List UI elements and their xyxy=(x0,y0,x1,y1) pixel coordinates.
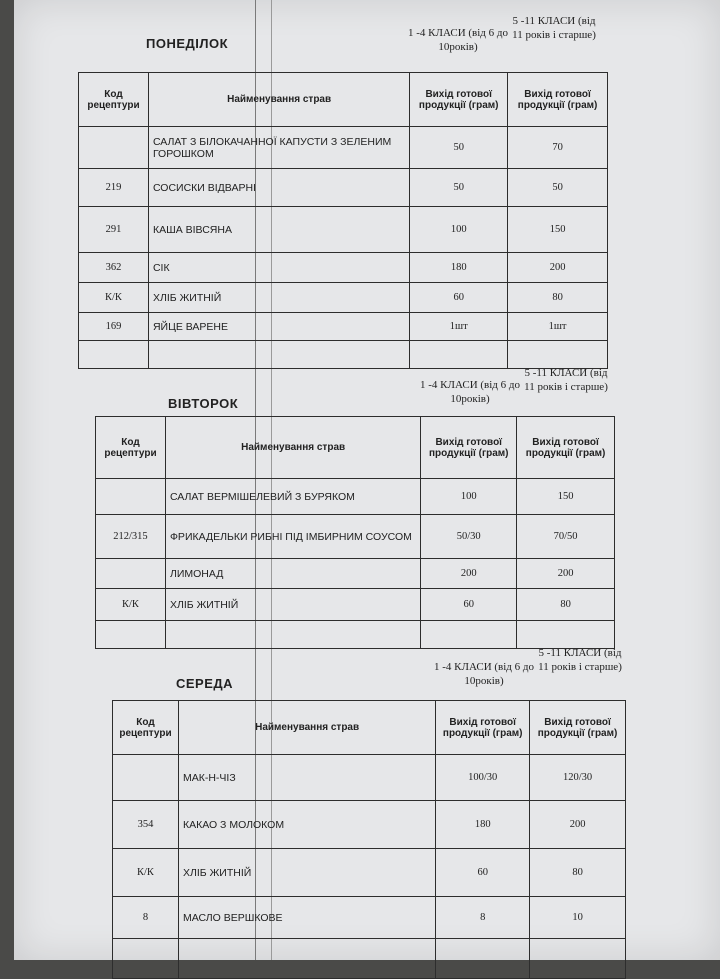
header-code: Код рецептури xyxy=(79,73,149,127)
cell-output-senior: 70 xyxy=(508,127,608,169)
cell-output-senior: 200 xyxy=(508,253,608,283)
cell-output-junior: 100/30 xyxy=(436,755,530,801)
table-row xyxy=(113,897,626,939)
header-code: Код рецептури xyxy=(113,701,179,755)
cell-name: КАКАО З МОЛОКОМ xyxy=(178,801,435,849)
cell-output-senior xyxy=(517,621,615,649)
cell-code xyxy=(113,939,179,979)
group-label-senior: 5 -11 КЛАСИ (від 11 років і старше) xyxy=(538,647,622,673)
table-row xyxy=(96,621,615,649)
cell-code: 354 xyxy=(113,801,179,849)
day-title-wednesday: СЕРЕДА xyxy=(176,676,234,691)
cell-output-junior: 100 xyxy=(421,479,517,515)
cell-output-junior: 50 xyxy=(410,127,508,169)
table-row xyxy=(79,253,608,283)
cell-output-junior: 50/30 xyxy=(421,515,517,559)
cell-output-junior xyxy=(410,341,508,369)
cell-code xyxy=(96,479,166,515)
cell-output-junior: 60 xyxy=(421,589,517,621)
cell-output-junior: 60 xyxy=(436,849,530,897)
cell-output-senior: 120/30 xyxy=(530,755,626,801)
cell-code xyxy=(96,621,166,649)
cell-name xyxy=(178,939,435,979)
cell-output-senior: 80 xyxy=(517,589,615,621)
cell-code: 219 xyxy=(79,169,149,207)
menu-table-monday xyxy=(78,72,608,369)
cell-output-senior: 70/50 xyxy=(517,515,615,559)
cell-name xyxy=(148,341,409,369)
cell-name: МАСЛО ВЕРШКОВЕ xyxy=(178,897,435,939)
group-label-junior: 1 -4 КЛАСИ (від 6 до 10років) xyxy=(420,379,520,405)
cell-output-junior xyxy=(421,621,517,649)
header-output-senior: Вихід готової продукції (грам) xyxy=(508,73,608,127)
cell-name: ХЛІБ ЖИТНІЙ xyxy=(148,283,409,313)
cell-output-senior xyxy=(508,341,608,369)
cell-code: 8 xyxy=(113,897,179,939)
header-output-junior: Вихід готової продукції (грам) xyxy=(436,701,530,755)
cell-output-senior: 10 xyxy=(530,897,626,939)
header-code: Код рецептури xyxy=(96,417,166,479)
table-row xyxy=(113,939,626,979)
table-row xyxy=(79,207,608,253)
header-output-junior: Вихід готової продукції (грам) xyxy=(410,73,508,127)
table-row xyxy=(113,801,626,849)
cell-output-junior: 180 xyxy=(410,253,508,283)
cell-output-junior: 100 xyxy=(410,207,508,253)
cell-output-junior: 60 xyxy=(410,283,508,313)
table-row xyxy=(96,479,615,515)
cell-code xyxy=(96,559,166,589)
cell-code xyxy=(113,755,179,801)
cell-name: ЯЙЦЕ ВАРЕНЕ xyxy=(148,313,409,341)
cell-code xyxy=(79,341,149,369)
table-row xyxy=(79,169,608,207)
cell-code: 362 xyxy=(79,253,149,283)
table-row xyxy=(79,313,608,341)
header-output-senior: Вихід готової продукції (грам) xyxy=(530,701,626,755)
day-title-monday: ПОНЕДІЛОК xyxy=(146,36,229,51)
group-label-junior: 1 -4 КЛАСИ (від 6 до 10років) xyxy=(408,27,508,53)
table-row xyxy=(113,755,626,801)
group-label-senior: 5 -11 КЛАСИ (від 11 років і старше) xyxy=(512,15,596,41)
cell-output-junior xyxy=(436,939,530,979)
header-name: Найменування страв xyxy=(148,73,409,127)
table-row xyxy=(79,283,608,313)
cell-name: КАША ВІВСЯНА xyxy=(148,207,409,253)
table-header-row xyxy=(113,701,626,755)
table-row xyxy=(79,341,608,369)
cell-output-senior: 150 xyxy=(517,479,615,515)
day-title-tuesday: ВІВТОРОК xyxy=(168,396,239,411)
cell-output-senior: 1шт xyxy=(508,313,608,341)
cell-output-junior: 50 xyxy=(410,169,508,207)
table-row xyxy=(113,849,626,897)
table-row xyxy=(96,515,615,559)
cell-code: 291 xyxy=(79,207,149,253)
cell-output-junior: 180 xyxy=(436,801,530,849)
cell-output-senior: 50 xyxy=(508,169,608,207)
cell-output-junior: 200 xyxy=(421,559,517,589)
cell-output-senior: 200 xyxy=(530,801,626,849)
cell-code: 169 xyxy=(79,313,149,341)
header-output-senior: Вихід готової продукції (грам) xyxy=(517,417,615,479)
cell-output-junior: 1шт xyxy=(410,313,508,341)
group-label-junior: 1 -4 КЛАСИ (від 6 до 10років) xyxy=(434,661,534,687)
cell-name: СОСИСКИ ВІДВАРНІ xyxy=(148,169,409,207)
cell-name: ХЛІБ ЖИТНІЙ xyxy=(178,849,435,897)
cell-name: ЛИМОНАД xyxy=(165,559,420,589)
header-name: Найменування страв xyxy=(165,417,420,479)
cell-output-senior: 80 xyxy=(530,849,626,897)
menu-table-wednesday xyxy=(112,700,626,979)
header-output-junior: Вихід готової продукції (грам) xyxy=(421,417,517,479)
cell-code: К/К xyxy=(113,849,179,897)
menu-table-tuesday xyxy=(95,416,615,649)
cell-output-junior: 8 xyxy=(436,897,530,939)
cell-code: К/К xyxy=(96,589,166,621)
cell-name: САЛАТ ВЕРМІШЕЛЕВИЙ З БУРЯКОМ xyxy=(165,479,420,515)
cell-name: САЛАТ З БІЛОКАЧАННОЇ КАПУСТИ З ЗЕЛЕНИМ ГОРОШКОМ xyxy=(148,127,409,169)
cell-code xyxy=(79,127,149,169)
cell-code: 212/315 xyxy=(96,515,166,559)
table-header-row xyxy=(96,417,615,479)
table-row xyxy=(96,559,615,589)
group-label-senior: 5 -11 КЛАСИ (від 11 років і старше) xyxy=(524,367,608,393)
cell-name: ХЛІБ ЖИТНІЙ xyxy=(165,589,420,621)
cell-name xyxy=(165,621,420,649)
cell-name: СІК xyxy=(148,253,409,283)
table-header-row xyxy=(79,73,608,127)
cell-name: МАК-Н-ЧІЗ xyxy=(178,755,435,801)
cell-output-senior: 80 xyxy=(508,283,608,313)
header-name: Найменування страв xyxy=(178,701,435,755)
cell-output-senior xyxy=(530,939,626,979)
cell-output-senior: 200 xyxy=(517,559,615,589)
table-row xyxy=(79,127,608,169)
cell-code: К/К xyxy=(79,283,149,313)
cell-name: ФРИКАДЕЛЬКИ РИБНІ ПІД ІМБИРНИМ СОУСОМ xyxy=(165,515,420,559)
cell-output-senior: 150 xyxy=(508,207,608,253)
table-row xyxy=(96,589,615,621)
